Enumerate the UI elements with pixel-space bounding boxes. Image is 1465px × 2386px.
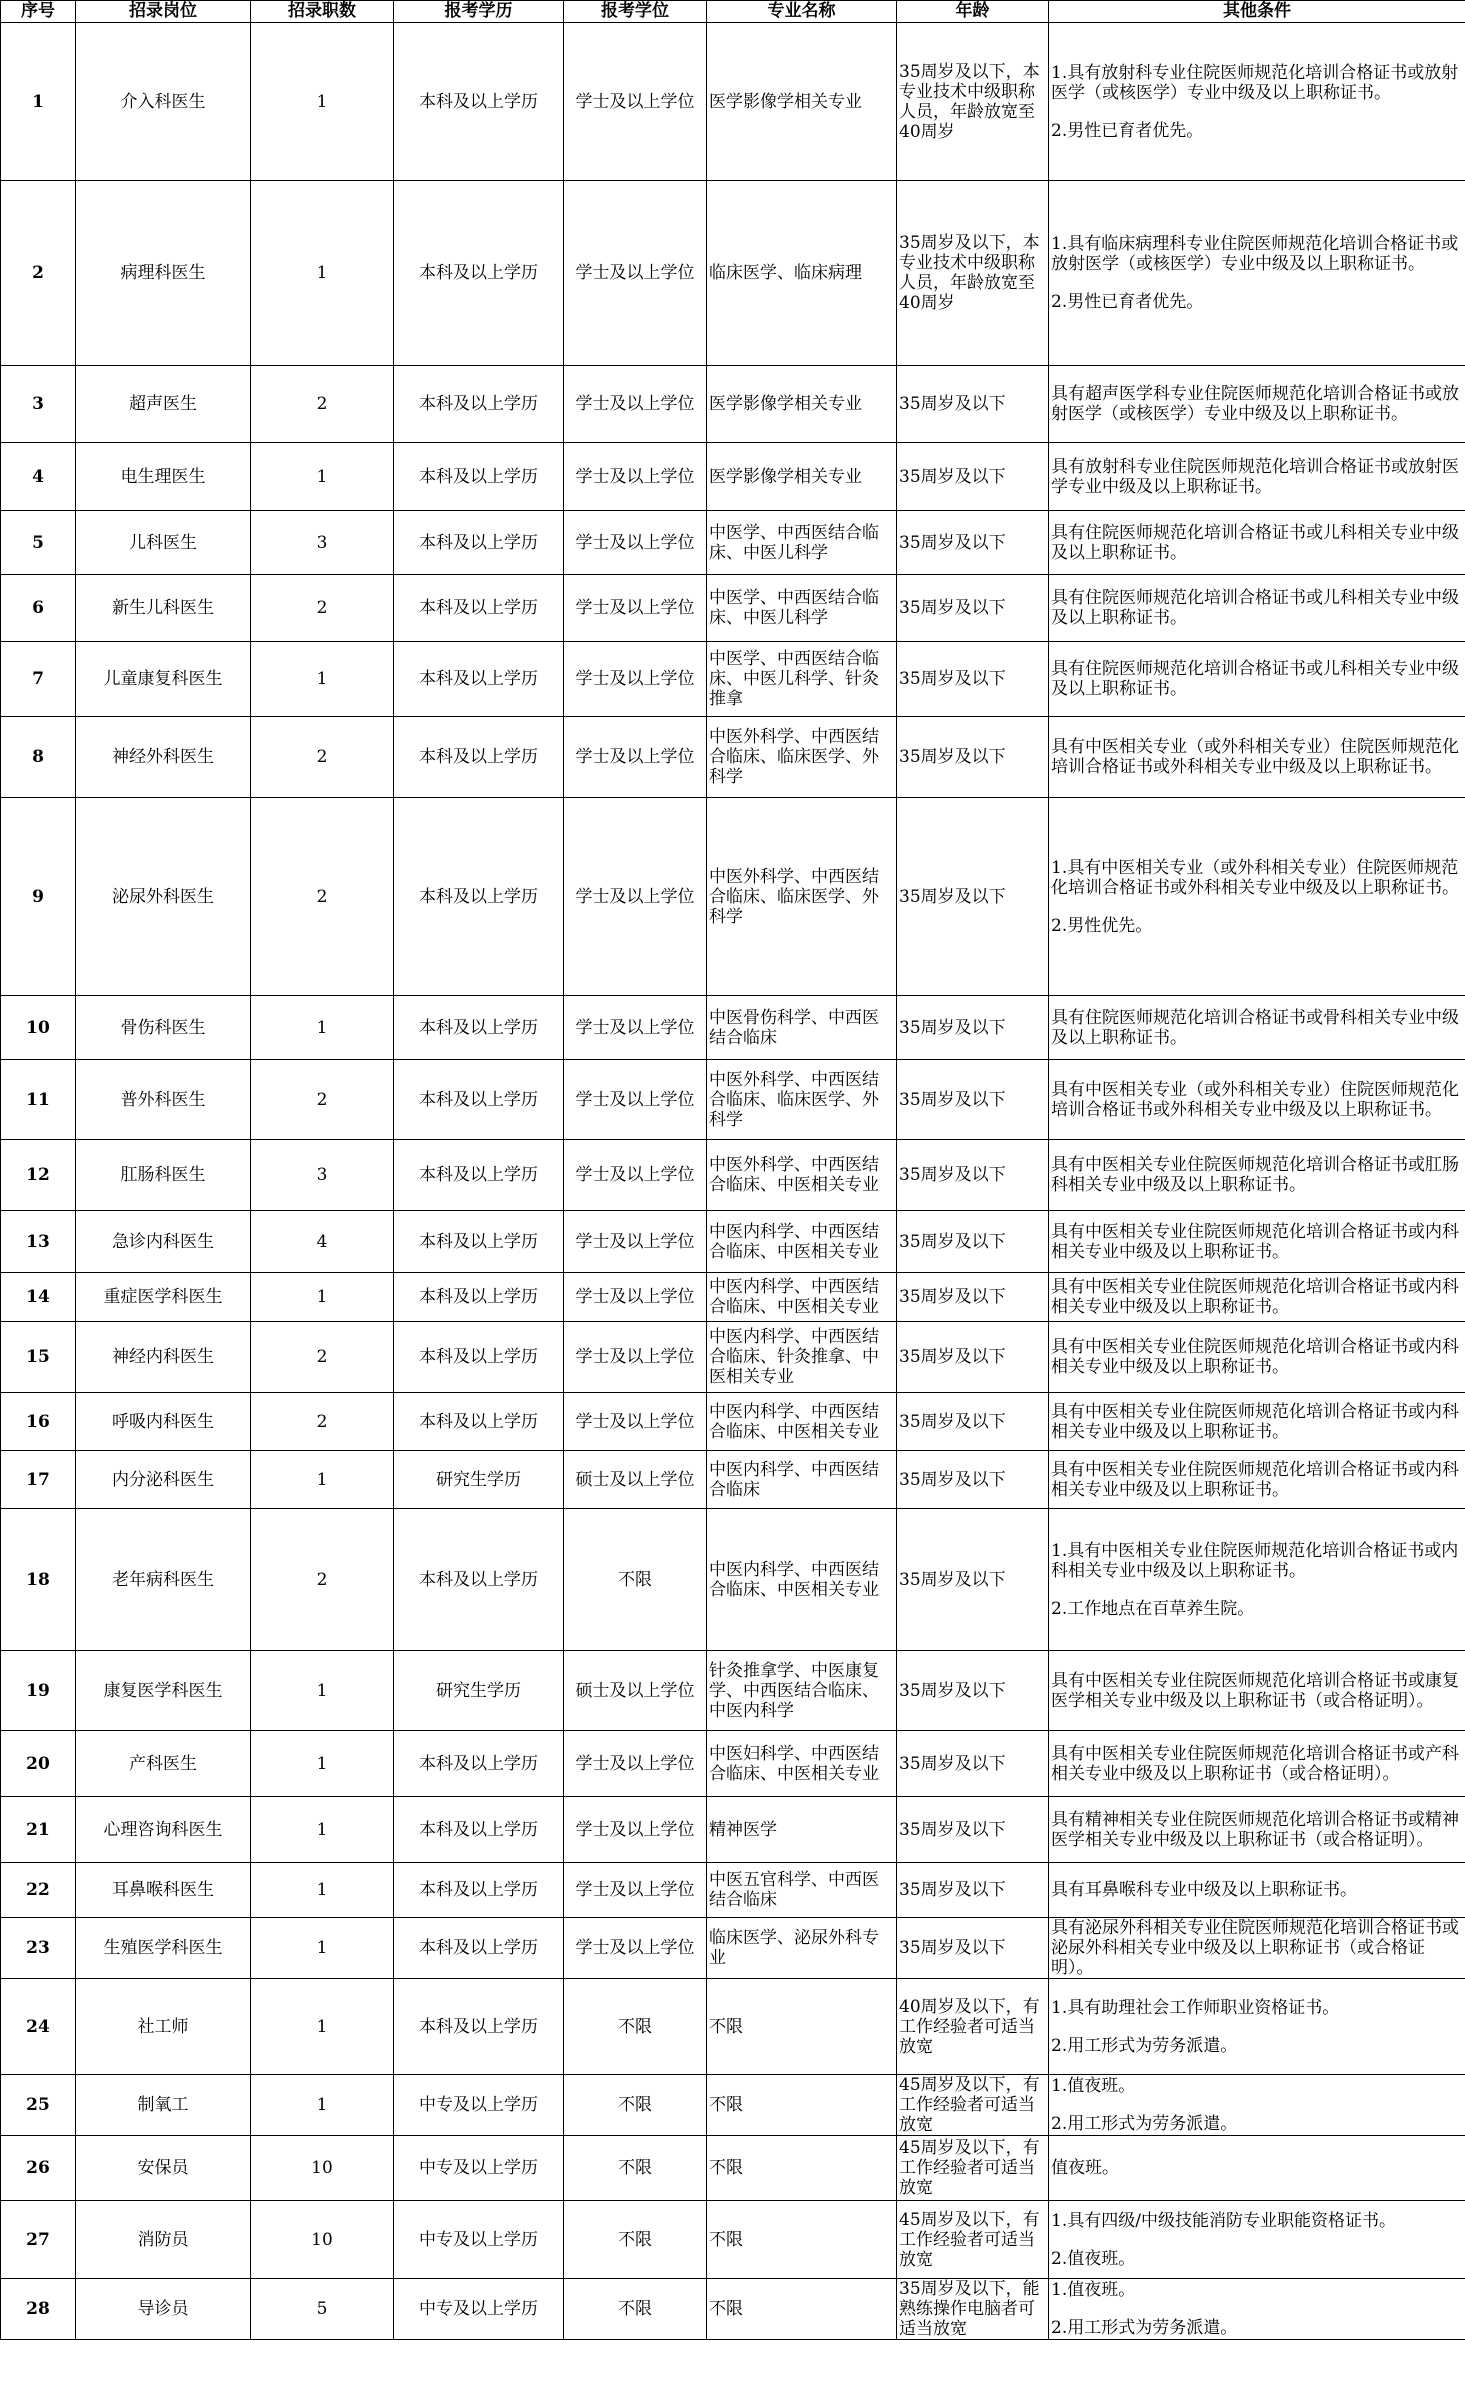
age-requirement: 35周岁及以下 <box>897 1451 1049 1509</box>
post-name: 急诊内科医生 <box>76 1211 251 1273</box>
post-count: 1 <box>251 1863 394 1918</box>
major: 不限 <box>707 2279 897 2340</box>
education: 本科及以上学历 <box>394 996 564 1060</box>
header-row <box>1 1 1465 23</box>
major: 针灸推拿学、中医康复学、中西医结合临床、中医内科学 <box>707 1651 897 1731</box>
other-conditions <box>1049 2201 1465 2279</box>
age-requirement: 35周岁及以下 <box>897 717 1049 798</box>
education: 本科及以上学历 <box>394 1863 564 1918</box>
degree: 学士及以上学位 <box>564 1140 707 1211</box>
degree: 学士及以上学位 <box>564 1322 707 1393</box>
education: 本科及以上学历 <box>394 1211 564 1273</box>
education: 本科及以上学历 <box>394 23 564 181</box>
row-number: 14 <box>1 1273 76 1322</box>
major: 中医外科学、中西医结合临床、临床医学、外科学 <box>707 798 897 996</box>
condition-item: 2.用工形式为劳务派遣。 <box>1051 2318 1238 2338</box>
degree: 不限 <box>564 2279 707 2340</box>
post-name: 耳鼻喉科医生 <box>76 1863 251 1918</box>
row-number: 5 <box>1 511 76 575</box>
post-name: 普外科医生 <box>76 1060 251 1140</box>
other-conditions <box>1049 1393 1465 1451</box>
other-conditions <box>1049 1918 1465 1979</box>
degree: 学士及以上学位 <box>564 1918 707 1979</box>
degree: 学士及以上学位 <box>564 1797 707 1863</box>
condition-item: 1.具有临床病理科专业住院医师规范化培训合格证书或放射医学（或核医学）专业中级及以上职称证书。 <box>1051 234 1459 274</box>
education: 本科及以上学历 <box>394 717 564 798</box>
post-count: 2 <box>251 717 394 798</box>
major: 医学影像学相关专业 <box>707 443 897 511</box>
table-row <box>1 1451 1465 1509</box>
education: 研究生学历 <box>394 1451 564 1509</box>
header-degree: 报考学位 <box>564 1 707 23</box>
row-number: 6 <box>1 575 76 642</box>
degree: 不限 <box>564 2075 707 2136</box>
degree: 学士及以上学位 <box>564 443 707 511</box>
post-count: 1 <box>251 181 394 366</box>
condition-item: 具有中医相关专业住院医师规范化培训合格证书或康复医学相关专业中级及以上职称证书（或合格证明）。 <box>1051 1670 1459 1711</box>
major: 中医妇科学、中西医结合临床、中医相关专业 <box>707 1731 897 1797</box>
post-count: 10 <box>251 2136 394 2201</box>
header-major: 专业名称 <box>707 1 897 23</box>
post-name: 介入科医生 <box>76 23 251 181</box>
header-no: 序号 <box>1 1 76 23</box>
degree: 学士及以上学位 <box>564 366 707 443</box>
post-name: 内分泌科医生 <box>76 1451 251 1509</box>
post-count: 1 <box>251 1731 394 1797</box>
other-conditions <box>1049 1797 1465 1863</box>
table-row <box>1 1731 1465 1797</box>
degree: 学士及以上学位 <box>564 1863 707 1918</box>
post-count: 5 <box>251 2279 394 2340</box>
condition-item: 1.值夜班。 <box>1051 2280 1136 2300</box>
education: 本科及以上学历 <box>394 366 564 443</box>
condition-item: 具有中医相关专业住院医师规范化培训合格证书或内科相关专业中级及以上职称证书。 <box>1051 1459 1459 1500</box>
table-row <box>1 1509 1465 1651</box>
education: 本科及以上学历 <box>394 181 564 366</box>
condition-item: 具有中医相关专业（或外科相关专业）住院医师规范化培训合格证书或外科相关专业中级及以上职称证书。 <box>1051 737 1459 777</box>
row-number: 4 <box>1 443 76 511</box>
header-post: 招录岗位 <box>76 1 251 23</box>
row-number: 20 <box>1 1731 76 1797</box>
row-number: 18 <box>1 1509 76 1651</box>
condition-item: 1.具有中医相关专业住院医师规范化培训合格证书或内科相关专业中级及以上职称证书。 <box>1051 1540 1459 1581</box>
row-number: 27 <box>1 2201 76 2279</box>
row-number: 23 <box>1 1918 76 1979</box>
post-name: 神经内科医生 <box>76 1322 251 1393</box>
condition-item: 具有中医相关专业（或外科相关专业）住院医师规范化培训合格证书或外科相关专业中级及以上职称证书。 <box>1051 1079 1459 1120</box>
other-conditions <box>1049 1451 1465 1509</box>
degree: 学士及以上学位 <box>564 1273 707 1322</box>
table-row <box>1 575 1465 642</box>
condition-item: 具有精神相关专业住院医师规范化培训合格证书或精神医学相关专业中级及以上职称证书（或合格证明）。 <box>1051 1809 1459 1850</box>
table-row <box>1 1651 1465 1731</box>
row-number: 8 <box>1 717 76 798</box>
post-name: 导诊员 <box>76 2279 251 2340</box>
post-name: 安保员 <box>76 2136 251 2201</box>
post-name: 产科医生 <box>76 1731 251 1797</box>
row-number: 9 <box>1 798 76 996</box>
age-requirement: 35周岁及以下 <box>897 443 1049 511</box>
other-conditions <box>1049 1863 1465 1918</box>
major: 不限 <box>707 2075 897 2136</box>
post-count: 3 <box>251 511 394 575</box>
other-conditions <box>1049 2136 1465 2201</box>
major: 临床医学、泌尿外科专业 <box>707 1918 897 1979</box>
age-requirement: 35周岁及以下 <box>897 511 1049 575</box>
row-number: 15 <box>1 1322 76 1393</box>
major: 中医内科学、中西医结合临床、中医相关专业 <box>707 1273 897 1322</box>
education: 本科及以上学历 <box>394 443 564 511</box>
post-name: 消防员 <box>76 2201 251 2279</box>
condition-item: 具有中医相关专业住院医师规范化培训合格证书或内科相关专业中级及以上职称证书。 <box>1051 1277 1459 1317</box>
post-name: 社工师 <box>76 1979 251 2075</box>
condition-item: 2.值夜班。 <box>1051 2248 1136 2269</box>
table-row <box>1 511 1465 575</box>
education: 本科及以上学历 <box>394 1509 564 1651</box>
major: 中医内科学、中西医结合临床、中医相关专业 <box>707 1211 897 1273</box>
header-conditions: 其他条件 <box>1049 1 1465 23</box>
row-number: 28 <box>1 2279 76 2340</box>
other-conditions <box>1049 511 1465 575</box>
post-count: 3 <box>251 1140 394 1211</box>
major: 医学影像学相关专业 <box>707 366 897 443</box>
major: 医学影像学相关专业 <box>707 23 897 181</box>
education: 本科及以上学历 <box>394 798 564 996</box>
other-conditions <box>1049 1651 1465 1731</box>
post-count: 2 <box>251 1393 394 1451</box>
row-number: 24 <box>1 1979 76 2075</box>
other-conditions <box>1049 1060 1465 1140</box>
other-conditions <box>1049 996 1465 1060</box>
table-row <box>1 443 1465 511</box>
degree: 硕士及以上学位 <box>564 1651 707 1731</box>
table-row <box>1 1979 1465 2075</box>
degree: 学士及以上学位 <box>564 23 707 181</box>
education: 本科及以上学历 <box>394 1918 564 1979</box>
condition-item: 2.男性已育者优先。 <box>1051 292 1204 312</box>
age-requirement: 35周岁及以下 <box>897 575 1049 642</box>
post-name: 康复医学科医生 <box>76 1651 251 1731</box>
row-number: 12 <box>1 1140 76 1211</box>
degree: 不限 <box>564 1509 707 1651</box>
condition-item: 具有中医相关专业住院医师规范化培训合格证书或内科相关专业中级及以上职称证书。 <box>1051 1401 1459 1442</box>
other-conditions <box>1049 23 1465 181</box>
age-requirement: 35周岁及以下 <box>897 996 1049 1060</box>
education: 中专及以上学历 <box>394 2201 564 2279</box>
table-row <box>1 717 1465 798</box>
age-requirement: 35周岁及以下 <box>897 1140 1049 1211</box>
education: 本科及以上学历 <box>394 1273 564 1322</box>
condition-item: 具有住院医师规范化培训合格证书或儿科相关专业中级及以上职称证书。 <box>1051 659 1459 699</box>
age-requirement: 35周岁及以下 <box>897 366 1049 443</box>
major: 不限 <box>707 2201 897 2279</box>
major: 中医内科学、中西医结合临床、针灸推拿、中医相关专业 <box>707 1322 897 1393</box>
post-count: 1 <box>251 443 394 511</box>
post-name: 心理咨询科医生 <box>76 1797 251 1863</box>
table-body <box>1 23 1465 2340</box>
age-requirement: 40周岁及以下，有工作经验者可适当放宽 <box>897 1979 1049 2075</box>
major: 中医外科学、中西医结合临床、临床医学、外科学 <box>707 717 897 798</box>
age-requirement: 35周岁及以下 <box>897 642 1049 717</box>
table-row <box>1 1797 1465 1863</box>
other-conditions <box>1049 798 1465 996</box>
row-number: 25 <box>1 2075 76 2136</box>
education: 本科及以上学历 <box>394 642 564 717</box>
other-conditions <box>1049 1509 1465 1651</box>
condition-item: 具有超声医学科专业住院医师规范化培训合格证书或放射医学（或核医学）专业中级及以上职称证书。 <box>1051 384 1459 424</box>
post-count: 1 <box>251 23 394 181</box>
age-requirement: 35周岁及以下 <box>897 1918 1049 1979</box>
age-requirement: 35周岁及以下 <box>897 1651 1049 1731</box>
post-name: 超声医生 <box>76 366 251 443</box>
education: 本科及以上学历 <box>394 1797 564 1863</box>
degree: 不限 <box>564 2136 707 2201</box>
other-conditions <box>1049 2075 1465 2136</box>
age-requirement: 35周岁及以下，能熟练操作电脑者可适当放宽 <box>897 2279 1049 2340</box>
row-number: 11 <box>1 1060 76 1140</box>
degree: 学士及以上学位 <box>564 1393 707 1451</box>
degree: 硕士及以上学位 <box>564 1451 707 1509</box>
other-conditions <box>1049 1140 1465 1211</box>
condition-item: 具有住院医师规范化培训合格证书或儿科相关专业中级及以上职称证书。 <box>1051 522 1459 563</box>
degree: 学士及以上学位 <box>564 511 707 575</box>
post-name: 泌尿外科医生 <box>76 798 251 996</box>
post-count: 1 <box>251 1273 394 1322</box>
age-requirement: 35周岁及以下 <box>897 1509 1049 1651</box>
post-count: 2 <box>251 798 394 996</box>
row-number: 13 <box>1 1211 76 1273</box>
major: 中医学、中西医结合临床、中医儿科学、针灸推拿 <box>707 642 897 717</box>
degree: 学士及以上学位 <box>564 1060 707 1140</box>
post-name: 重症医学科医生 <box>76 1273 251 1322</box>
header-edu: 报考学历 <box>394 1 564 23</box>
age-requirement: 35周岁及以下 <box>897 1863 1049 1918</box>
post-name: 骨伤科医生 <box>76 996 251 1060</box>
table-row <box>1 642 1465 717</box>
degree: 学士及以上学位 <box>564 798 707 996</box>
other-conditions <box>1049 1979 1465 2075</box>
major: 中医学、中西医结合临床、中医儿科学 <box>707 511 897 575</box>
condition-item: 1.具有中医相关专业（或外科相关专业）住院医师规范化培训合格证书或外科相关专业中级及以上职称证书。 <box>1051 857 1459 898</box>
education: 研究生学历 <box>394 1651 564 1731</box>
education: 本科及以上学历 <box>394 1393 564 1451</box>
condition-item: 具有住院医师规范化培训合格证书或骨科相关专业中级及以上职称证书。 <box>1051 1007 1459 1048</box>
post-count: 1 <box>251 1918 394 1979</box>
major: 中医内科学、中西医结合临床、中医相关专业 <box>707 1393 897 1451</box>
major: 中医内科学、中西医结合临床 <box>707 1451 897 1509</box>
post-name: 儿科医生 <box>76 511 251 575</box>
education: 中专及以上学历 <box>394 2279 564 2340</box>
major: 不限 <box>707 2136 897 2201</box>
degree: 学士及以上学位 <box>564 575 707 642</box>
age-requirement: 45周岁及以下，有工作经验者可适当放宽 <box>897 2075 1049 2136</box>
major: 临床医学、临床病理 <box>707 181 897 366</box>
header-count: 招录职数 <box>251 1 394 23</box>
table-row <box>1 1060 1465 1140</box>
condition-item: 具有泌尿外科相关专业住院医师规范化培训合格证书或泌尿外科相关专业中级及以上职称证书（或合格证明）。 <box>1051 1918 1459 1978</box>
post-count: 4 <box>251 1211 394 1273</box>
age-requirement: 35周岁及以下 <box>897 1393 1049 1451</box>
degree: 学士及以上学位 <box>564 181 707 366</box>
age-requirement: 35周岁及以下 <box>897 1731 1049 1797</box>
row-number: 22 <box>1 1863 76 1918</box>
education: 本科及以上学历 <box>394 1979 564 2075</box>
age-requirement: 45周岁及以下，有工作经验者可适当放宽 <box>897 2201 1049 2279</box>
major: 不限 <box>707 1979 897 2075</box>
age-requirement: 35周岁及以下 <box>897 1060 1049 1140</box>
post-name: 肛肠科医生 <box>76 1140 251 1211</box>
condition-item: 2.用工形式为劳务派遣。 <box>1051 2114 1238 2134</box>
other-conditions <box>1049 366 1465 443</box>
age-requirement: 35周岁及以下 <box>897 798 1049 996</box>
post-count: 1 <box>251 642 394 717</box>
condition-item: 具有中医相关专业住院医师规范化培训合格证书或肛肠科相关专业中级及以上职称证书。 <box>1051 1155 1459 1195</box>
table-row <box>1 1393 1465 1451</box>
post-count: 1 <box>251 996 394 1060</box>
table-row <box>1 23 1465 181</box>
row-number: 7 <box>1 642 76 717</box>
education: 本科及以上学历 <box>394 1140 564 1211</box>
education: 中专及以上学历 <box>394 2136 564 2201</box>
education: 本科及以上学历 <box>394 1060 564 1140</box>
row-number: 1 <box>1 23 76 181</box>
row-number: 21 <box>1 1797 76 1863</box>
degree: 学士及以上学位 <box>564 1211 707 1273</box>
table-row <box>1 1322 1465 1393</box>
post-count: 2 <box>251 1060 394 1140</box>
other-conditions <box>1049 717 1465 798</box>
condition-item: 具有中医相关专业住院医师规范化培训合格证书或产科相关专业中级及以上职称证书（或合格证明）。 <box>1051 1743 1459 1784</box>
table-row <box>1 1918 1465 1979</box>
condition-item: 1.具有助理社会工作师职业资格证书。 <box>1051 1997 1340 2018</box>
condition-item: 1.具有放射科专业住院医师规范化培训合格证书或放射医学（或核医学）专业中级及以上职称证书。 <box>1051 62 1459 103</box>
condition-item: 1.具有四级/中级技能消防专业职能资格证书。 <box>1051 2210 1396 2231</box>
condition-item: 2.用工形式为劳务派遣。 <box>1051 2035 1238 2056</box>
condition-item: 1.值夜班。 <box>1051 2076 1136 2096</box>
table-row <box>1 1273 1465 1322</box>
age-requirement: 35周岁及以下，本专业技术中级职称人员，年龄放宽至40周岁 <box>897 23 1049 181</box>
degree: 学士及以上学位 <box>564 642 707 717</box>
post-name: 生殖医学科医生 <box>76 1918 251 1979</box>
post-count: 2 <box>251 366 394 443</box>
major: 中医内科学、中西医结合临床、中医相关专业 <box>707 1509 897 1651</box>
post-name: 制氧工 <box>76 2075 251 2136</box>
post-name: 新生儿科医生 <box>76 575 251 642</box>
degree: 不限 <box>564 1979 707 2075</box>
post-count: 1 <box>251 2075 394 2136</box>
major: 中医外科学、中西医结合临床、临床医学、外科学 <box>707 1060 897 1140</box>
education: 本科及以上学历 <box>394 575 564 642</box>
table-row <box>1 2201 1465 2279</box>
major: 精神医学 <box>707 1797 897 1863</box>
post-name: 病理科医生 <box>76 181 251 366</box>
major: 中医外科学、中西医结合临床、中医相关专业 <box>707 1140 897 1211</box>
table-row <box>1 181 1465 366</box>
education: 本科及以上学历 <box>394 511 564 575</box>
other-conditions <box>1049 181 1465 366</box>
other-conditions <box>1049 642 1465 717</box>
condition-item: 具有中医相关专业住院医师规范化培训合格证书或内科相关专业中级及以上职称证书。 <box>1051 1221 1459 1262</box>
row-number: 26 <box>1 2136 76 2201</box>
other-conditions <box>1049 2279 1465 2340</box>
degree: 学士及以上学位 <box>564 717 707 798</box>
table-row <box>1 2136 1465 2201</box>
row-number: 19 <box>1 1651 76 1731</box>
education: 本科及以上学历 <box>394 1322 564 1393</box>
degree: 学士及以上学位 <box>564 996 707 1060</box>
other-conditions <box>1049 1211 1465 1273</box>
table-row <box>1 1211 1465 1273</box>
age-requirement: 35周岁及以下，本专业技术中级职称人员，年龄放宽至40周岁 <box>897 181 1049 366</box>
row-number: 17 <box>1 1451 76 1509</box>
post-name: 电生理医生 <box>76 443 251 511</box>
degree: 学士及以上学位 <box>564 1731 707 1797</box>
education: 中专及以上学历 <box>394 2075 564 2136</box>
table-row <box>1 366 1465 443</box>
row-number: 2 <box>1 181 76 366</box>
post-name: 儿童康复科医生 <box>76 642 251 717</box>
condition-item: 2.男性已育者优先。 <box>1051 120 1204 141</box>
post-count: 1 <box>251 1651 394 1731</box>
age-requirement: 35周岁及以下 <box>897 1273 1049 1322</box>
condition-item: 具有中医相关专业住院医师规范化培训合格证书或内科相关专业中级及以上职称证书。 <box>1051 1337 1459 1377</box>
other-conditions <box>1049 443 1465 511</box>
major: 中医学、中西医结合临床、中医儿科学 <box>707 575 897 642</box>
post-count: 10 <box>251 2201 394 2279</box>
other-conditions <box>1049 1731 1465 1797</box>
table-row <box>1 1863 1465 1918</box>
table-row <box>1 1140 1465 1211</box>
age-requirement: 35周岁及以下 <box>897 1322 1049 1393</box>
row-number: 10 <box>1 996 76 1060</box>
table-row <box>1 996 1465 1060</box>
table-row <box>1 2075 1465 2136</box>
condition-item: 2.男性优先。 <box>1051 915 1153 936</box>
education: 本科及以上学历 <box>394 1731 564 1797</box>
major: 中医骨伤科学、中西医结合临床 <box>707 996 897 1060</box>
major: 中医五官科学、中西医结合临床 <box>707 1863 897 1918</box>
condition-item: 2.工作地点在百草养生院。 <box>1051 1598 1255 1619</box>
other-conditions <box>1049 1273 1465 1322</box>
other-conditions <box>1049 575 1465 642</box>
post-count: 1 <box>251 1797 394 1863</box>
post-name: 老年病科医生 <box>76 1509 251 1651</box>
age-requirement: 45周岁及以下，有工作经验者可适当放宽 <box>897 2136 1049 2201</box>
table-row <box>1 2279 1465 2340</box>
post-count: 2 <box>251 1509 394 1651</box>
post-count: 1 <box>251 1979 394 2075</box>
row-number: 16 <box>1 1393 76 1451</box>
age-requirement: 35周岁及以下 <box>897 1797 1049 1863</box>
post-count: 2 <box>251 1322 394 1393</box>
header-age: 年龄 <box>897 1 1049 23</box>
post-name: 神经外科医生 <box>76 717 251 798</box>
condition-item: 具有放射科专业住院医师规范化培训合格证书或放射医学专业中级及以上职称证书。 <box>1051 456 1459 497</box>
condition-item: 具有住院医师规范化培训合格证书或儿科相关专业中级及以上职称证书。 <box>1051 588 1459 628</box>
row-number: 3 <box>1 366 76 443</box>
age-requirement: 35周岁及以下 <box>897 1211 1049 1273</box>
degree: 不限 <box>564 2201 707 2279</box>
condition-item: 具有耳鼻喉科专业中级及以上职称证书。 <box>1051 1880 1357 1900</box>
other-conditions <box>1049 1322 1465 1393</box>
condition-item: 值夜班。 <box>1051 2158 1119 2178</box>
post-count: 2 <box>251 575 394 642</box>
post-name: 呼吸内科医生 <box>76 1393 251 1451</box>
post-count: 1 <box>251 1451 394 1509</box>
table-row <box>1 798 1465 996</box>
